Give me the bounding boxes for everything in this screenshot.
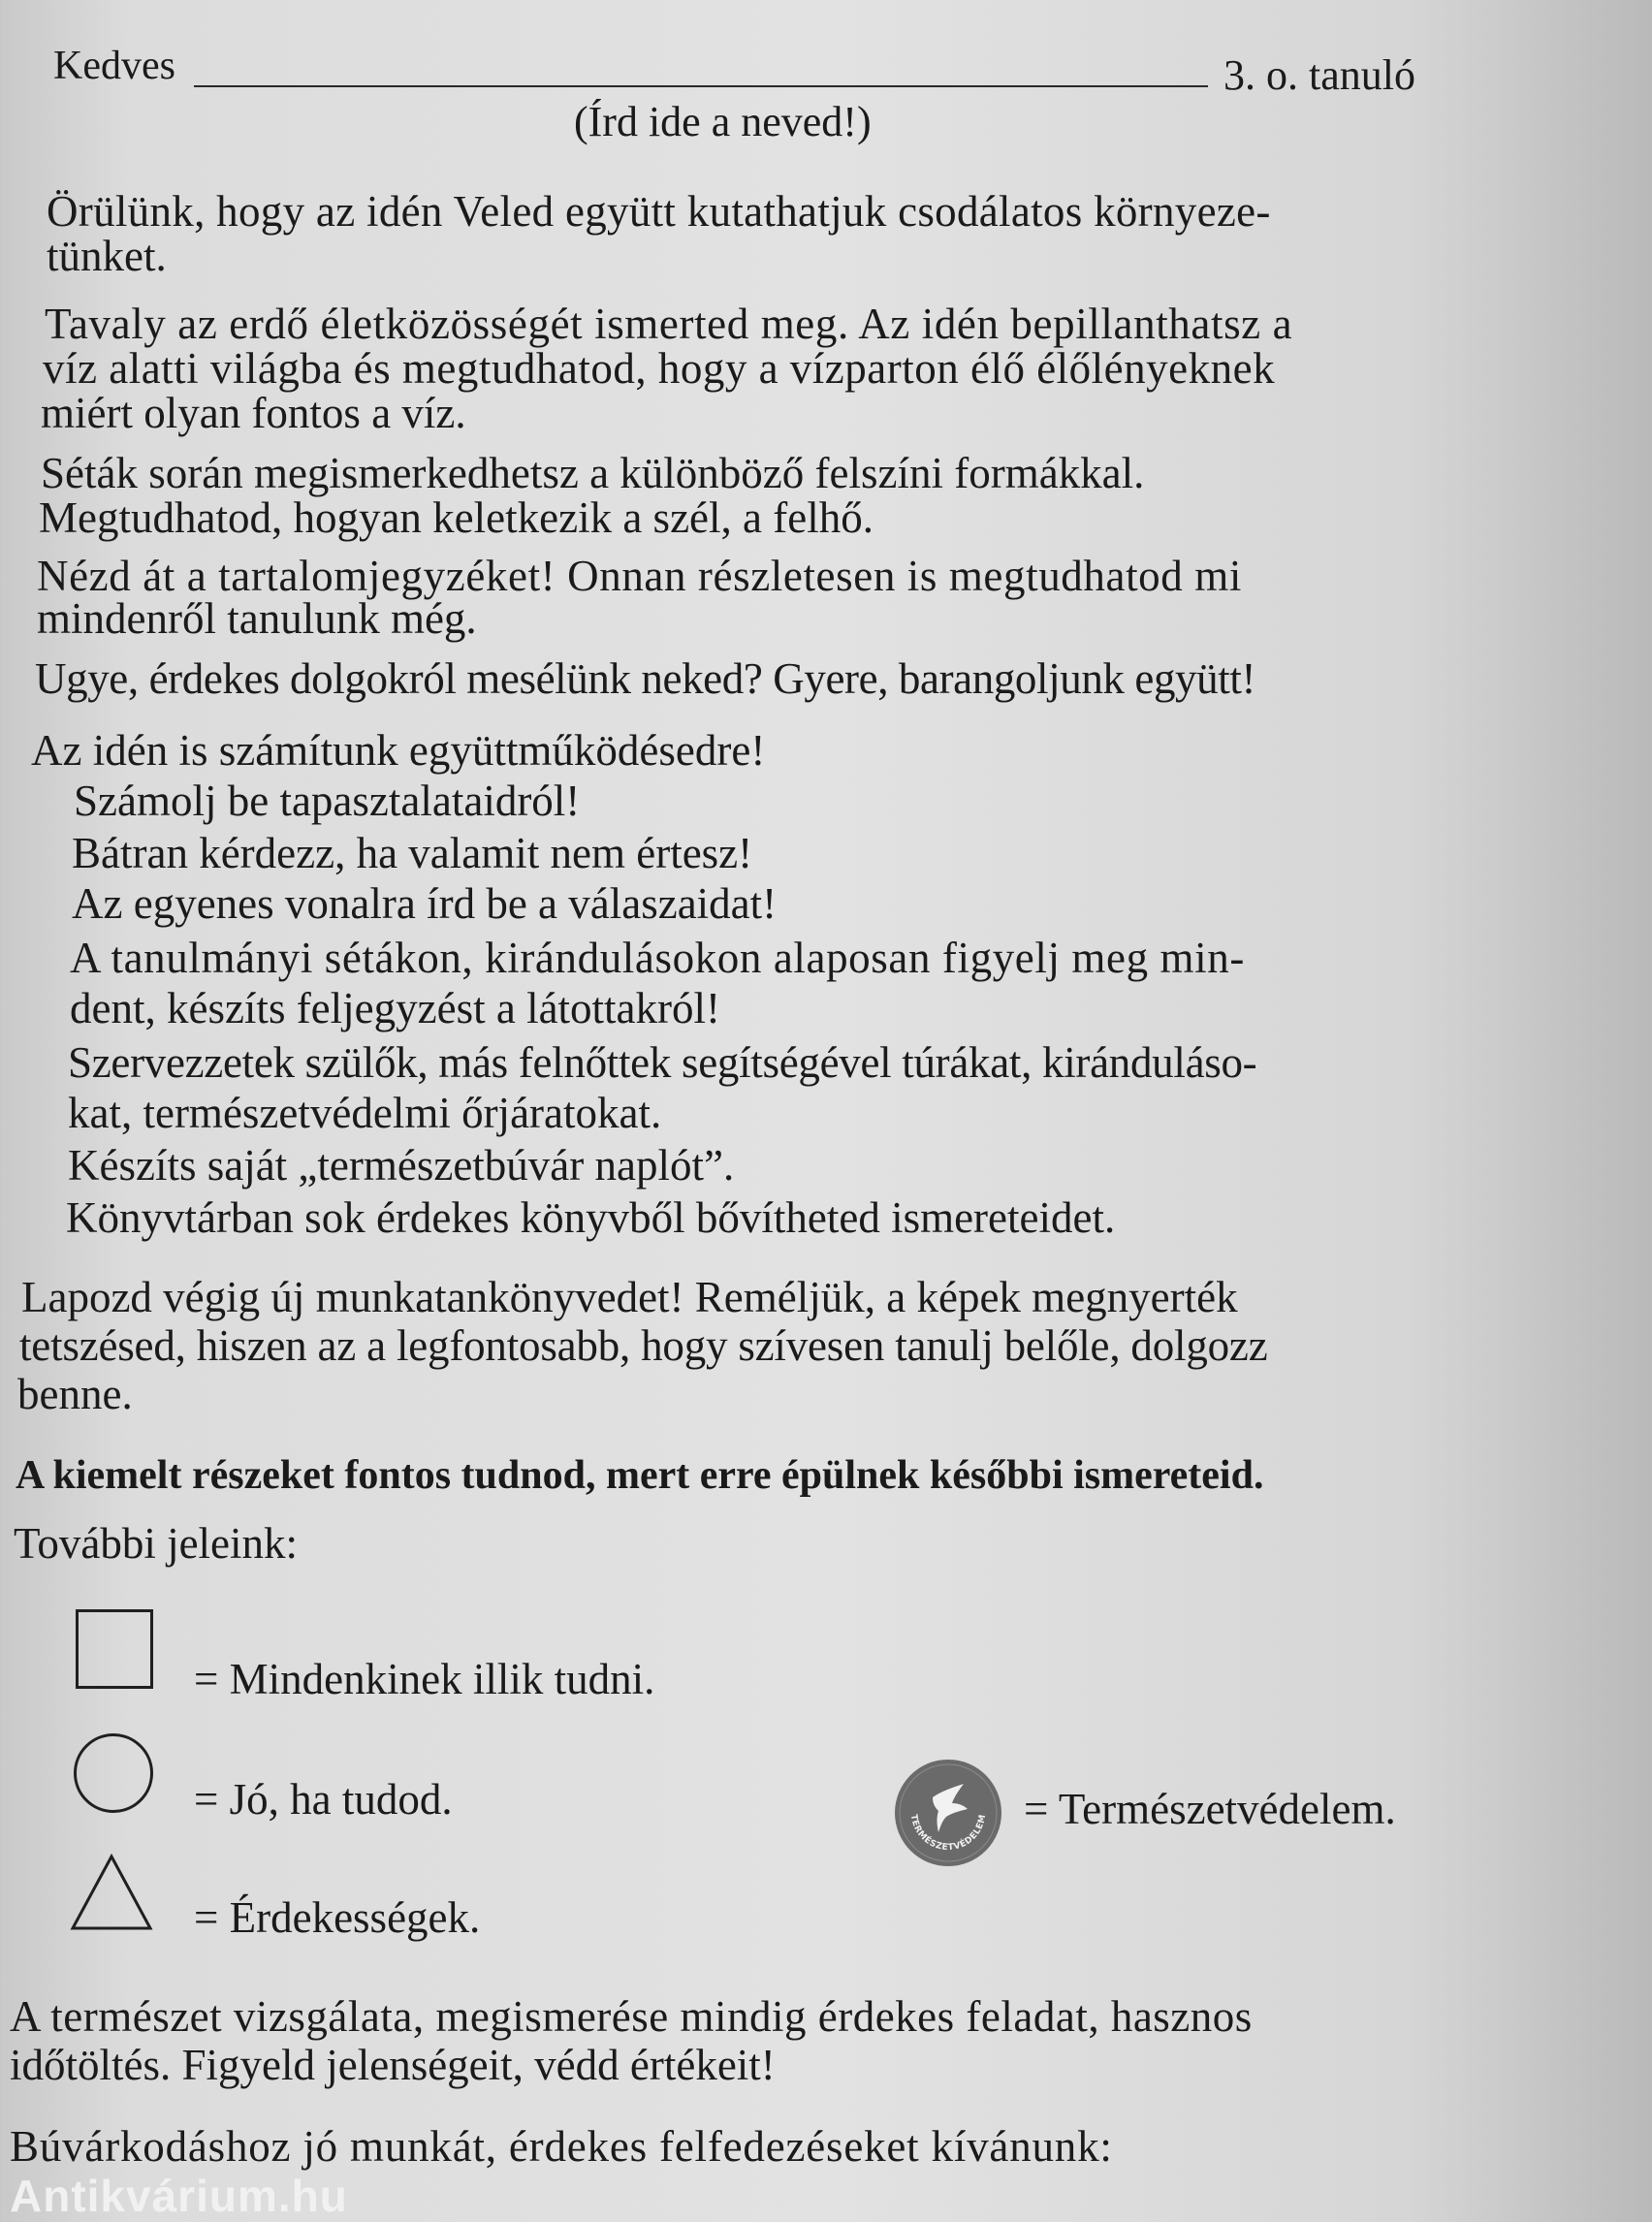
- browse-line: Lapozd végig új munkatankönyvedet! Reméljük, a képek megnyerték: [21, 1273, 1238, 1321]
- closing-line: Búvárkodáshoz jó munkát, érdekes felfedezéseket kívánunk:: [10, 2122, 1113, 2171]
- cooperation-item: Könyvtárban sok érdekes könyvből bővítheted ismereteidet.: [66, 1193, 1116, 1242]
- cooperation-item: Szervezzetek szülők, más felnőttek segítségével túrákat, kiránduláso-: [68, 1038, 1257, 1087]
- cooperation-item: Készíts saját „természetbúvár naplót”.: [68, 1141, 735, 1190]
- browse-line: benne.: [17, 1370, 133, 1418]
- highlight-sentence: A kiemelt részeket fontos tudnod, mert erre épülnek későbbi ismereteid.: [16, 1453, 1264, 1498]
- legend-heading: További jeleink:: [14, 1519, 299, 1568]
- intro-line: tünket.: [47, 232, 167, 280]
- cooperation-item: dent, készíts feljegyzést a látottakról!: [70, 984, 721, 1032]
- cooperation-item: A tanulmányi sétákon, kirándulásokon alaposan figyelj meg min-: [70, 934, 1245, 982]
- cooperation-item: kat, természetvédelmi őrjáratokat.: [68, 1089, 662, 1137]
- name-hint: (Írd ide a neved!): [574, 98, 872, 145]
- svg-text:TERMÉSZETVÉDELEM: TERMÉSZETVÉDELEM: [907, 1813, 989, 1854]
- closing-line: A természet vizsgálata, megismerése mindig érdekes feladat, hasznos: [10, 1992, 1253, 2041]
- cooperation-item: Bátran kérdezz, ha valamit nem értesz!: [72, 829, 753, 877]
- intro-line: Tavaly az erdő életközösségét ismerted meg. Az idén bepillanthatsz a: [45, 300, 1293, 348]
- intro-line: Séták során megismerkedhetsz a különböző felszíni formákkal.: [41, 449, 1145, 497]
- intro-line: Nézd át a tartalomjegyzéket! Onnan részletesen is megtudhatod mi: [37, 552, 1242, 600]
- triangle-symbol-icon: [70, 1854, 153, 1931]
- name-write-line: [194, 85, 1208, 87]
- intro-line: Örülünk, hogy az idén Veled együtt kutathatjuk csodálatos környeze-: [47, 187, 1271, 236]
- cooperation-heading: Az idén is számítunk együttműködésedre!: [31, 726, 766, 775]
- circle-symbol-icon: [74, 1733, 153, 1813]
- legend-circle-label: = Jó, ha tudod.: [194, 1775, 453, 1824]
- legend-triangle-label: = Érdekességek.: [194, 1893, 481, 1942]
- legend-square-label: = Mindenkinek illik tudni.: [194, 1655, 655, 1703]
- intro-line: Megtudhatod, hogyan keletkezik a szél, a felhő.: [39, 493, 874, 542]
- intro-line: víz alatti világba és megtudhatod, hogy a vízparton élő élőlényeknek: [43, 344, 1276, 393]
- nature-protection-badge-icon: [894, 1759, 1002, 1867]
- watermark: Antikvárium.hu: [10, 2171, 348, 2221]
- browse-line: tetszésed, hiszen az a legfontosabb, hogy szívesen tanulj belőle, dolgozz: [19, 1321, 1268, 1370]
- cooperation-item: Számolj be tapasztalataidról!: [74, 777, 581, 825]
- intro-line: miért olyan fontos a víz.: [41, 389, 466, 437]
- closing-line: időtöltés. Figyeld jelenségeit, védd értékeit!: [10, 2041, 776, 2089]
- cooperation-item: Az egyenes vonalra írd be a válaszaidat!: [72, 879, 778, 928]
- intro-line: Ugye, érdekes dolgokról mesélünk neked? Gyere, barangoljunk együtt!: [35, 654, 1256, 703]
- legend-nature-label: = Természetvédelem.: [1024, 1785, 1396, 1833]
- intro-line: mindenről tanulunk még.: [37, 594, 477, 643]
- dear-label: Kedves: [53, 44, 175, 88]
- square-symbol-icon: [76, 1609, 153, 1689]
- grade-label: 3. o. tanuló: [1223, 51, 1415, 99]
